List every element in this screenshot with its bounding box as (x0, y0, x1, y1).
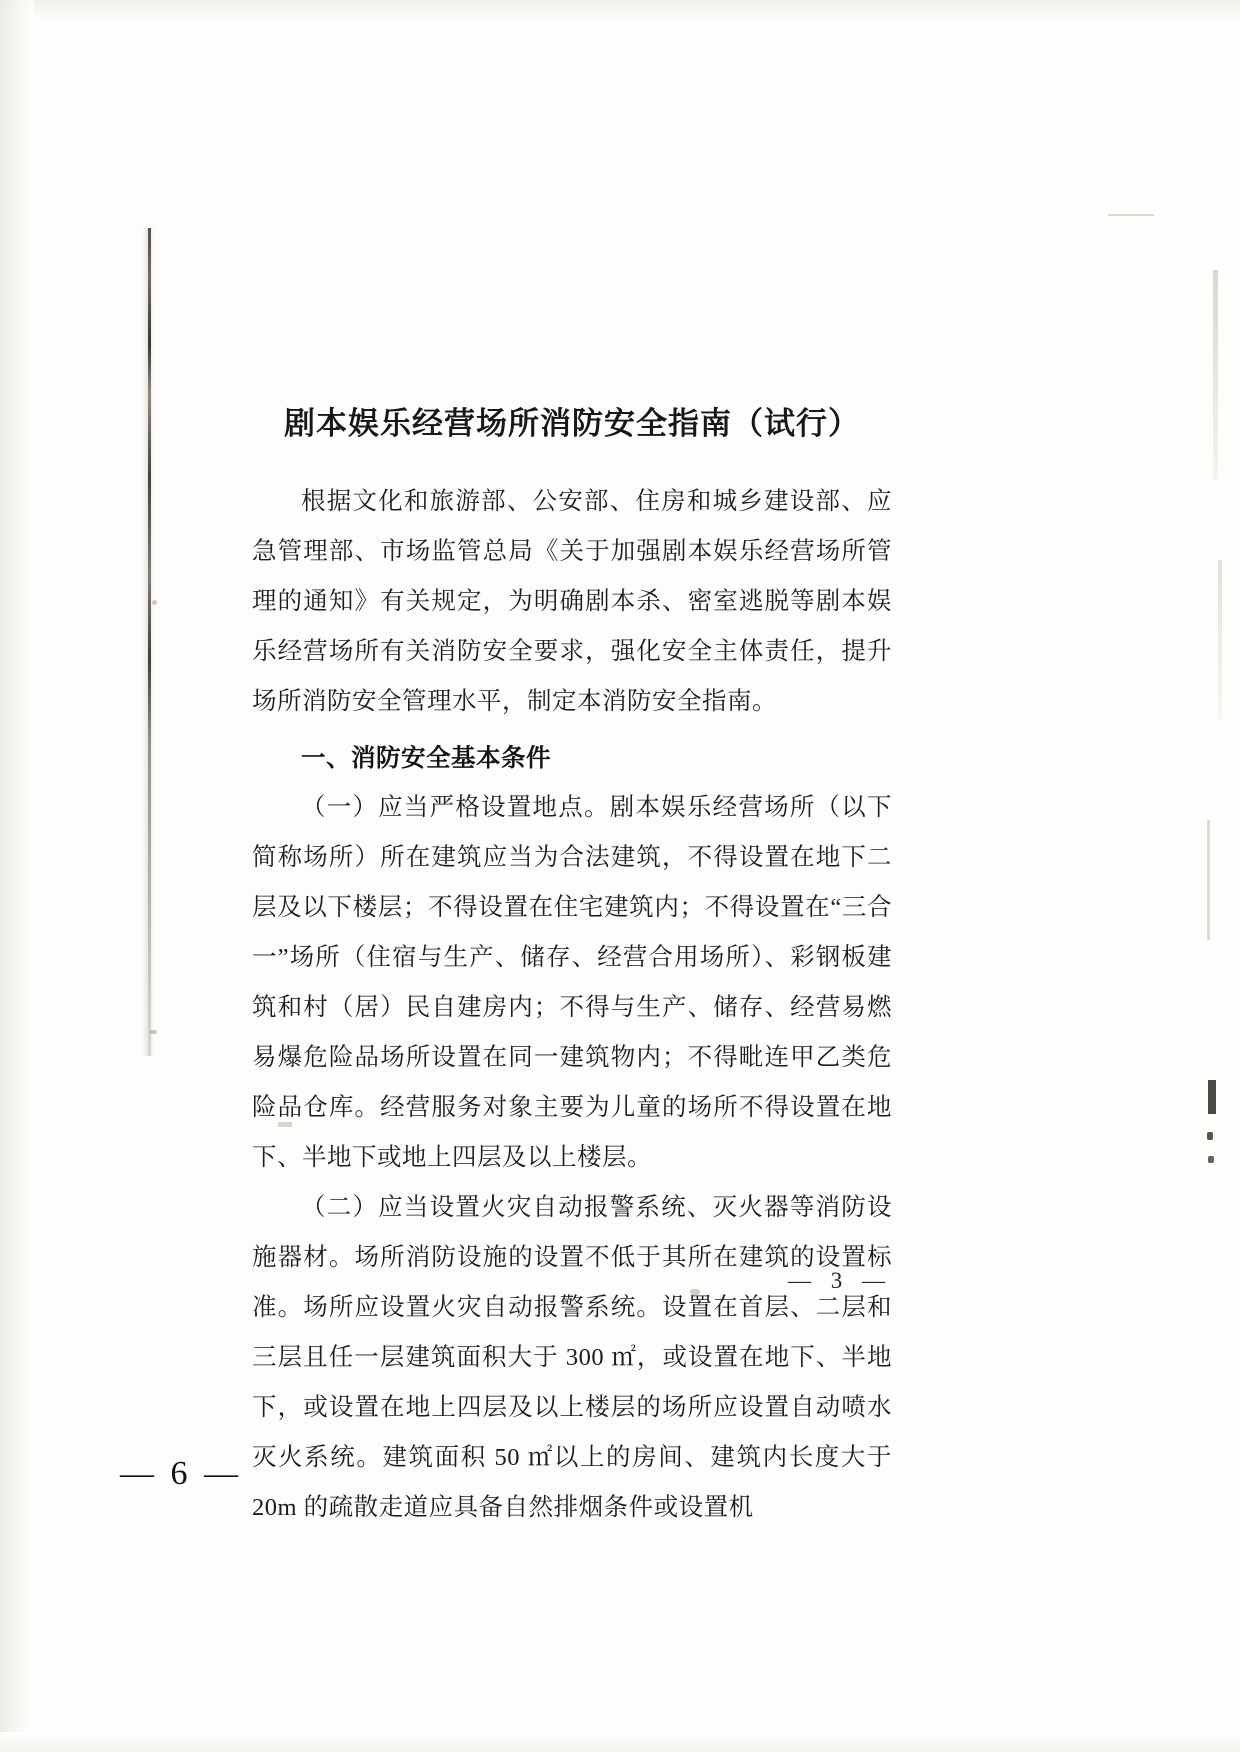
paragraph-item-two: （二）应当设置火灾自动报警系统、灭火器等消防设施器材。场所消防设施的设置不低于其所在建筑的设置标准。场所应设置火灾自动报警系统。设置在首层、二层和三层且任一层建筑面积大于 300 ㎡，或设置在地下、半地下，或设置在地上四层及以上楼层的场所应设置自动喷水灭火系统。建筑面积 50 ㎡以上的房间、建筑内长度大于 20m 的疏散走道应具备自然排烟条件或设置机 (252, 1194, 892, 1521)
scan-edge-left (0, 0, 34, 1752)
paragraph-preamble: 根据文化和旅游部、公安部、住房和城乡建设部、应急管理部、市场监管总局《关于加强剧本娱乐经营场所管理的通知》有关规定，为明确剧本杀、密室逃脱等剧本娱乐经营场所有关消防安全要求，强化安全主体责任，提升场所消防安全管理水平，制定本消防安全指南。 (252, 488, 892, 715)
page-title: 剧本娱乐经营场所消防安全指南（试行） (284, 406, 860, 442)
inner-page-number: — 3 — (788, 1268, 892, 1293)
scan-artifact-right-b (1218, 560, 1222, 720)
scan-speck-a (152, 600, 157, 605)
scan-artifact-right-c (1208, 1080, 1216, 1114)
scan-speck-b (150, 1030, 157, 1034)
scan-artifact-right-a (1213, 270, 1218, 480)
binding-gutter-line (148, 228, 151, 1056)
scan-artifact-right-top (1108, 214, 1154, 216)
outer-page-number: — 6 — (120, 1455, 242, 1492)
scan-artifact-right-e (1208, 1156, 1214, 1163)
scan-artifact-right-d (1207, 1132, 1213, 1140)
paragraph-item-one: （一）应当严格设置地点。剧本娱乐经营场所（以下简称场所）所在建筑应当为合法建筑，不得设置在地下二层及以下楼层；不得设置在住宅建筑内；不得设置在“三合一”场所（住宿与生产、储存、经营合用场所）、彩钢板建筑和村（居）民自建房内；不得与生产、储存、经营易燃易爆危险品场所设置在同一建筑物内；不得毗连甲乙类危险品仓库。经营服务对象主要为儿童的场所不得设置在地下、半地下或地上四层及以上楼层。 (252, 794, 892, 1171)
section-heading-basic-conditions: 一、消防安全基本条件 (301, 743, 551, 772)
scan-edge-bottom (0, 1732, 1240, 1752)
scan-artifact-right-f (1207, 820, 1210, 940)
document-text-column (252, 0, 892, 1533)
